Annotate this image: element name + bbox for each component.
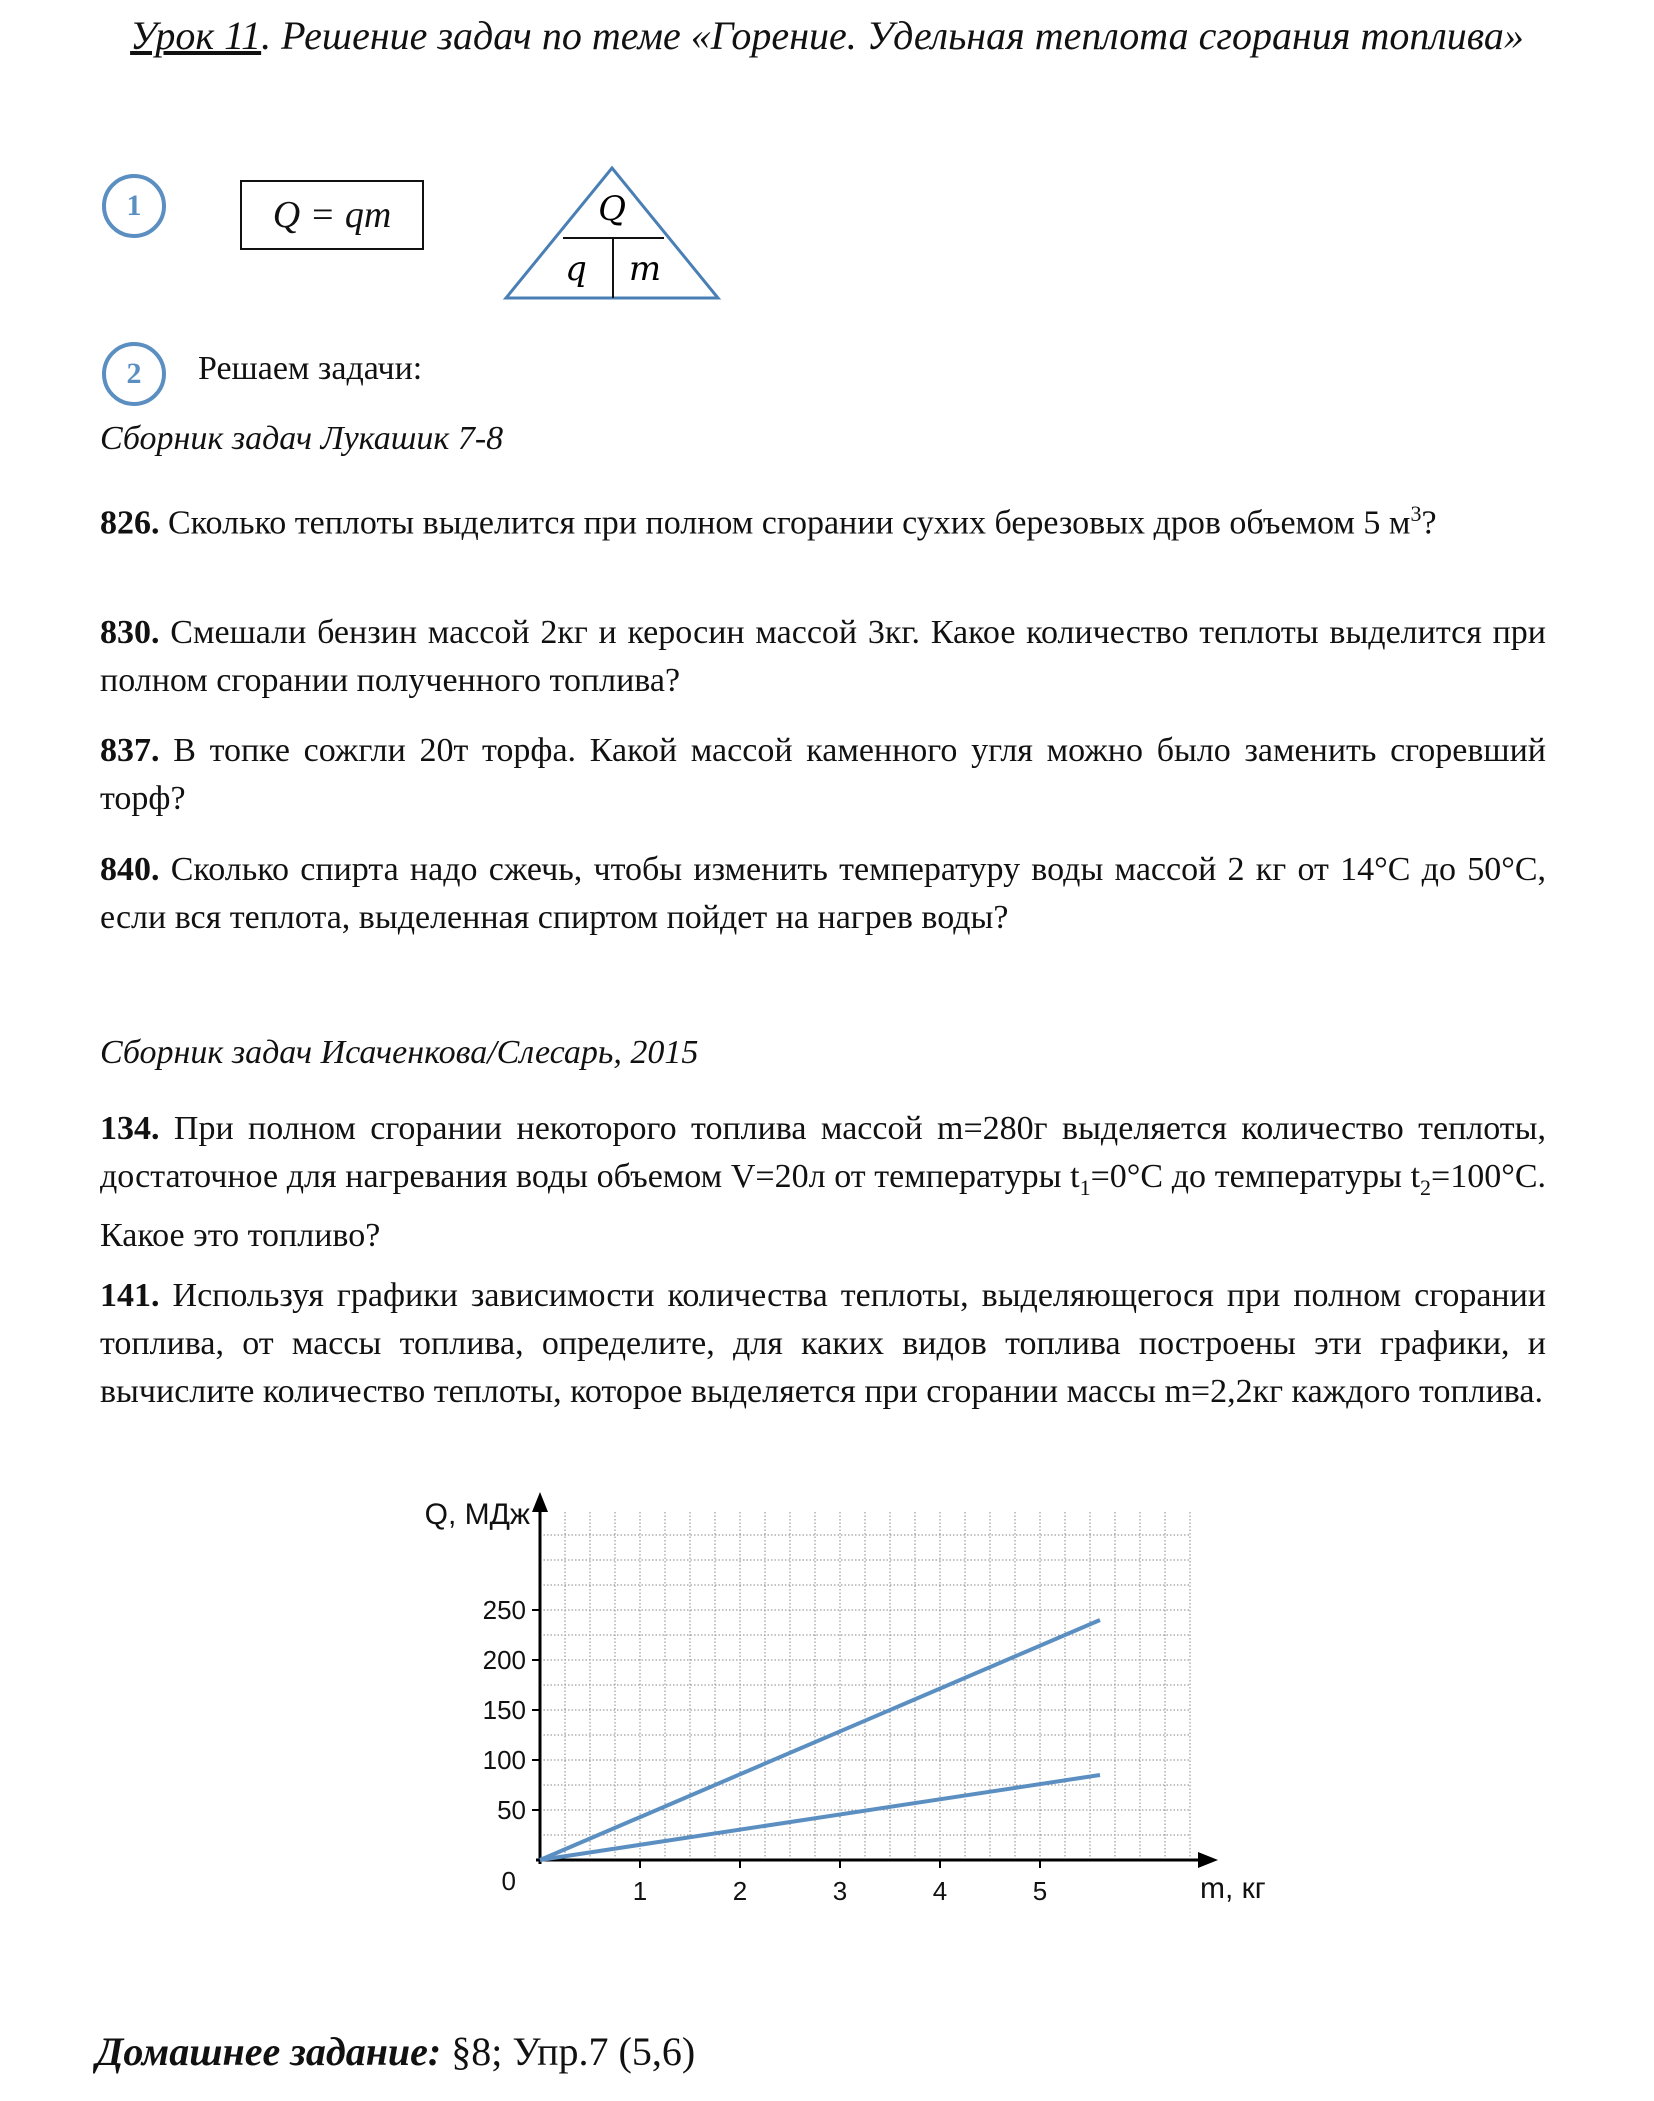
formula-text: Q = qm [272,194,392,236]
y-axis-arrow [532,1492,548,1512]
y-tick-label: 250 [482,1595,526,1625]
homework-text: §8; Упр.7 (5,6) [441,2029,696,2074]
problem-number: 141. [100,1277,160,1314]
problem-text: В топке сожгли 20т торфа. Какой массой каменного угля можно было заменить сгоревший торф? [100,732,1546,817]
formula-triangle [500,160,730,300]
step-2-heading: Решаем задачи: [198,350,423,387]
problem-134 [100,1105,1546,1260]
x-tick-label: 4 [932,1876,948,1906]
y-tick-label: 50 [497,1795,526,1825]
problem-text: Сколько теплоты выделится при полном сгорании сухих березовых дров объемом 5 м [168,504,1411,542]
y-tick-label: 200 [482,1645,526,1675]
triangle-left-q: q [565,249,587,289]
problem-837 [100,727,1546,823]
problem-141 [100,1272,1546,1416]
step-2-badge [102,342,166,406]
problem-840 [100,846,1546,942]
step-2-number: 2 [126,357,142,390]
series-line-1 [540,1620,1100,1860]
collection-2-title: Сборник задач Исаченкова/Слесарь, 2015 [100,1034,699,1071]
formula-box [240,180,424,250]
page-title [0,8,1654,64]
problem-number: 830. [100,614,160,651]
lesson-number: Урок 11 [130,13,262,58]
x-tick-label: 5 [1032,1876,1048,1906]
problem-text-tail: ? [1421,504,1437,542]
y-tick-label: 100 [482,1745,526,1775]
x-axis-label: m, кг [1200,1872,1266,1905]
problem-text-part: При полном сгорании некоторого топлива массой m=280г выделяется количество теплоты, достаточное для нагревания воды объемом V=20л от температуры t [100,1110,1546,1195]
homework-label: Домашнее задание: [96,2029,442,2074]
triangle-top-q: Q [598,189,626,229]
problem-number: 837. [100,732,160,769]
x-tick-label: 2 [732,1876,748,1906]
problem-830 [100,609,1546,705]
subscript: 1 [1079,1174,1091,1200]
subscript: 2 [1420,1174,1432,1200]
problem-number: 134. [100,1110,160,1147]
triangle-right-m: m [628,249,662,289]
series-line-2 [540,1775,1100,1860]
problem-number: 840. [100,851,160,888]
y-tick-label: 150 [482,1695,526,1725]
origin-label: 0 [501,1866,516,1896]
problem-text-part: =0°С до температуры t [1090,1158,1421,1195]
x-axis-arrow [1198,1852,1218,1868]
problem-text: Сколько спирта надо сжечь, чтобы изменить температуру воды массой 2 кг от 14°С до 50°С, если вся теплота, выделенная спиртом пойдет на нагрев воды? [100,851,1546,936]
y-axis-label: Q, МДж [424,1498,530,1531]
superscript: 3 [1410,501,1422,526]
x-tick-label: 1 [632,1876,648,1906]
problem-text: Смешали бензин массой 2кг и керосин массой 3кг. Какое количество теплоты выделится при полном сгорании полученного топлива? [100,614,1547,699]
x-tick-label: 3 [832,1876,848,1906]
problem-text: Используя графики зависимости количества теплоты, выделяющегося при полном сгорании топлива, от массы топлива, определите, для каких видов топлива построены эти графики, и вычислите количество теплоты, которое выделяется при сгорании массы m=2,2кг каждого топлива. [100,1277,1546,1410]
problem-text-part: =100°С. Какое это топливо? [100,1158,1546,1254]
q-vs-m-chart [400,1490,1266,1930]
problem-826 [100,490,1546,547]
homework [96,2028,695,2075]
step-1-number: 1 [126,189,142,222]
collection-1-title: Сборник задач Лукашик 7-8 [100,420,504,457]
step-1-badge [102,174,166,238]
lesson-topic: . Решение задач по теме «Горение. Удельная теплота сгорания топлива» [261,13,1524,58]
problem-number: 826. [100,504,160,542]
